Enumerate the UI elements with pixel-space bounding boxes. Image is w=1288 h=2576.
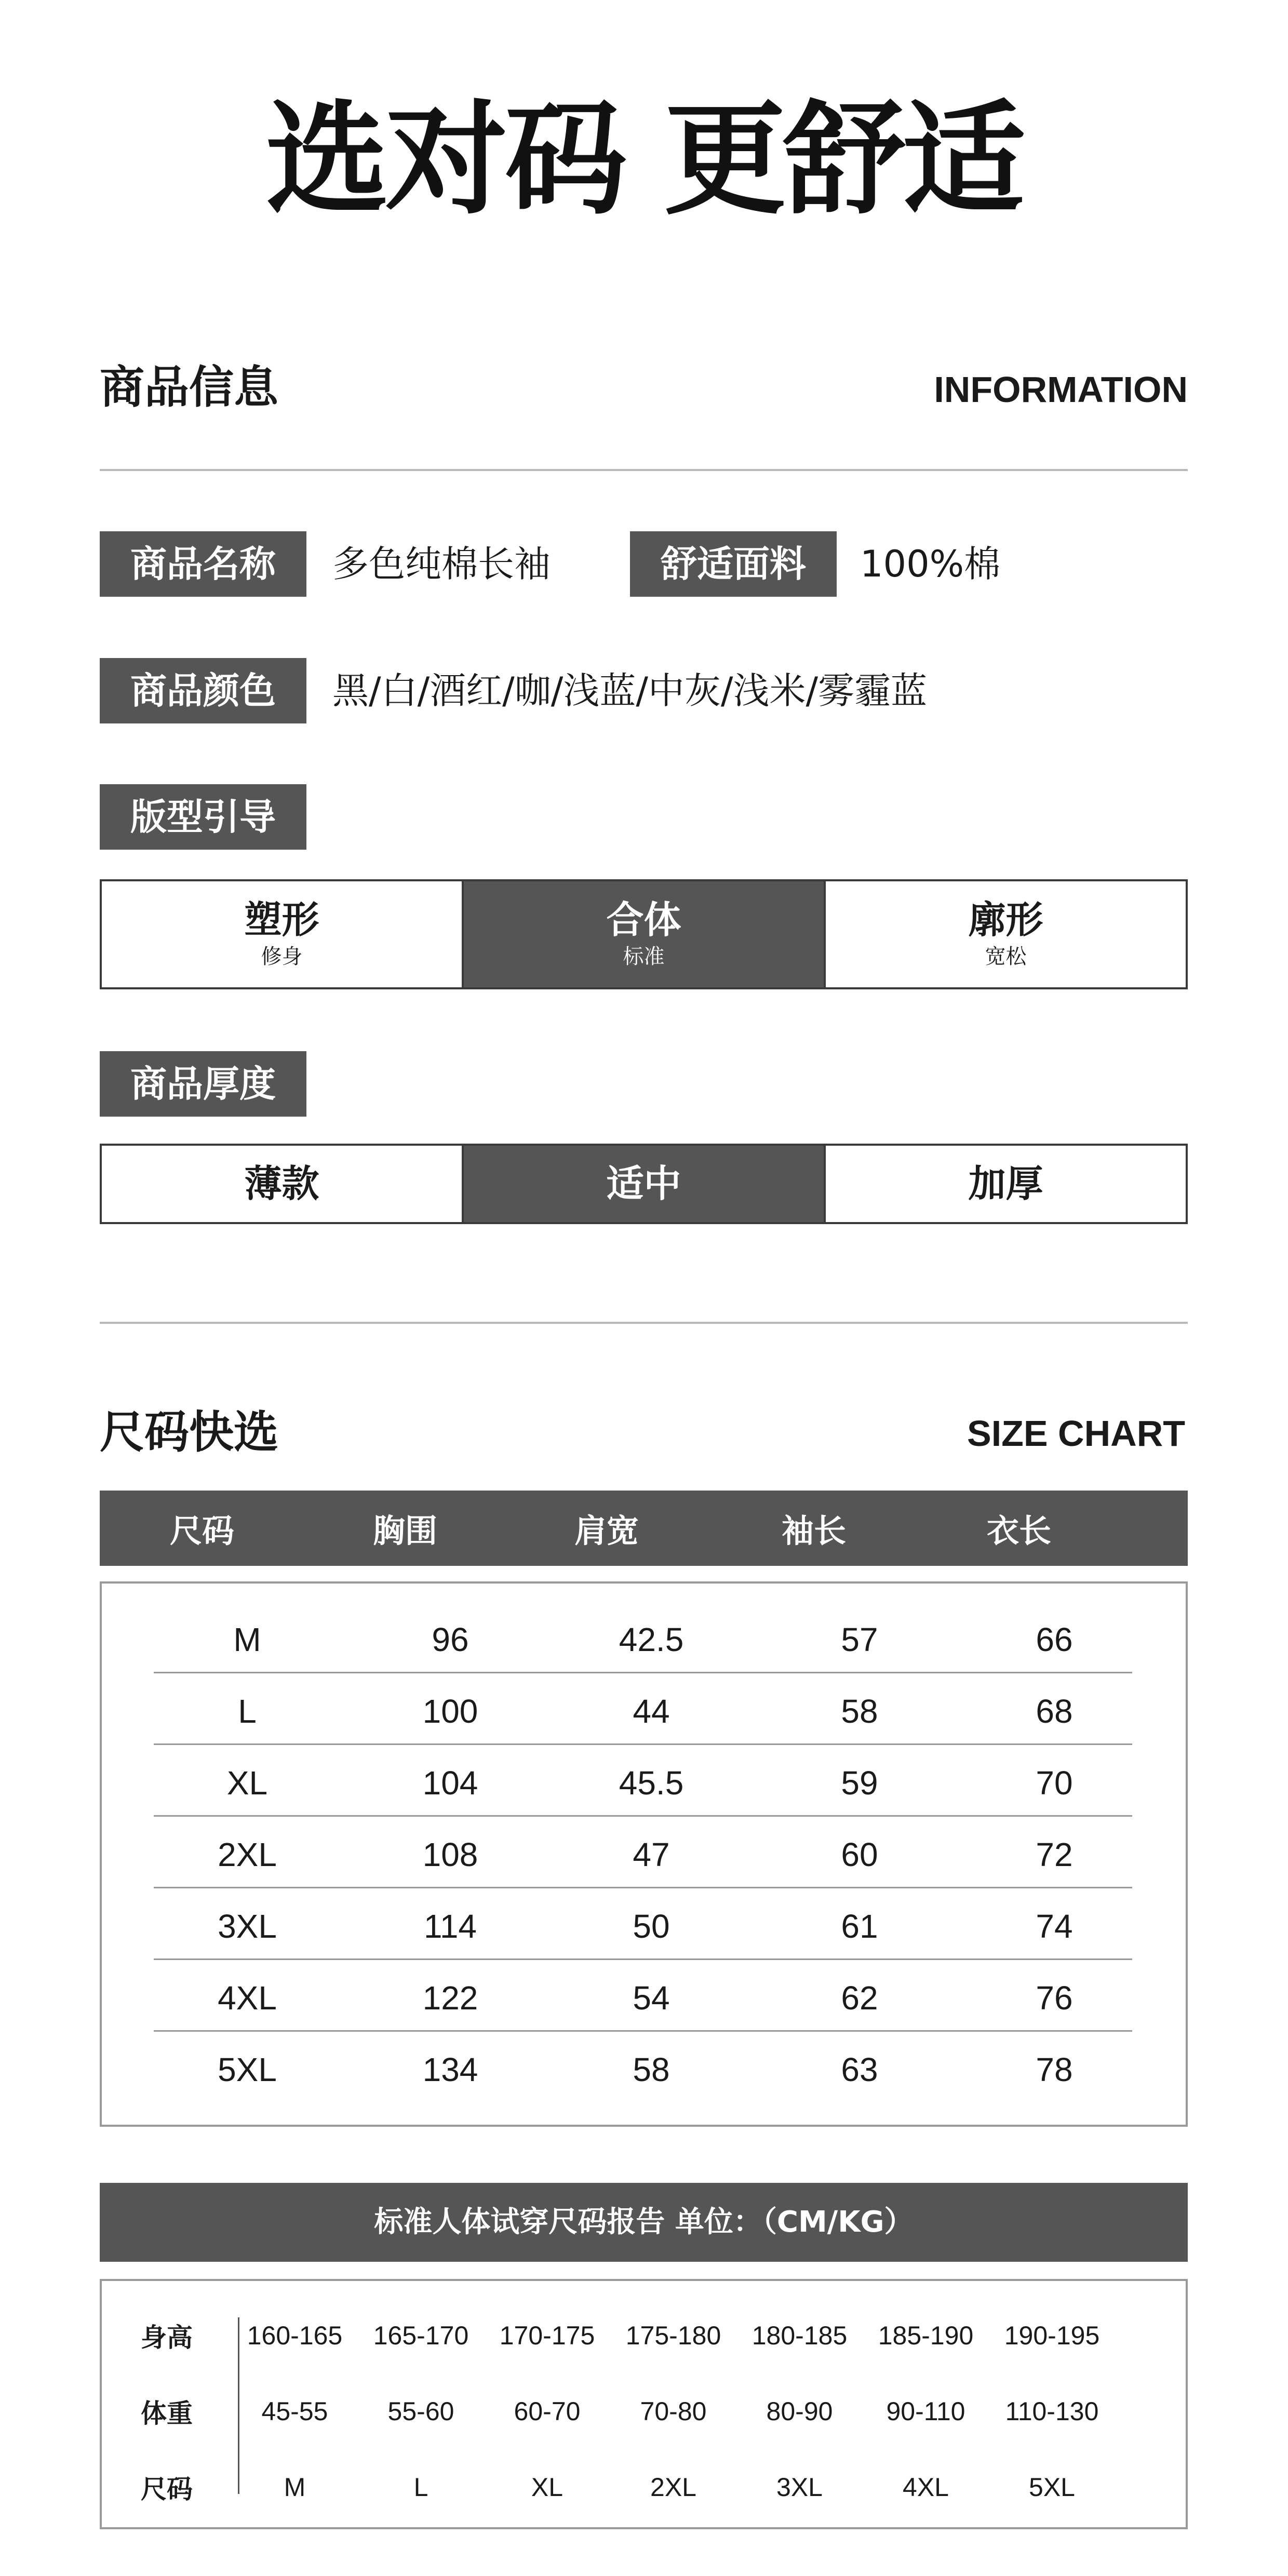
table-cell: 104 [422, 1764, 478, 1802]
table-cell: 42.5 [619, 1621, 684, 1658]
table-cell: 58 [841, 1693, 878, 1730]
table-cell: 4XL [218, 1979, 277, 2017]
table-row [154, 1686, 1132, 1736]
table-cell: 72 [1036, 1836, 1073, 1873]
fit-report-header: 标准人体试穿尺码报告 单位：（CM/KG） [100, 2183, 1188, 2262]
table-cell: 3XL [776, 2473, 823, 2502]
table-cell: 78 [1036, 2051, 1073, 2088]
product-name-value: 多色纯棉长袖 [332, 543, 551, 585]
table-cell: 45.5 [619, 1764, 684, 1802]
table-cell: 66 [1036, 1621, 1073, 1658]
size-header-cell: 胸围 [372, 1512, 437, 1550]
row-divider [154, 2030, 1132, 2032]
size-table [100, 1581, 1188, 2127]
fit-option-sub: 宽松 [985, 944, 1027, 969]
table-cell: XL [531, 2473, 564, 2502]
table-cell: 50 [633, 1908, 670, 1945]
table-cell: L [238, 1693, 257, 1730]
table-cell: 57 [841, 1621, 878, 1658]
table-cell: 61 [841, 1908, 878, 1945]
table-cell: 45-55 [261, 2397, 328, 2426]
thickness-option-text: 加厚 [968, 1161, 1043, 1205]
table-cell: M [284, 2473, 306, 2502]
table-cell: 110-130 [1005, 2397, 1099, 2426]
table-row [102, 2459, 1286, 2516]
thickness-option-medium-selected [464, 1146, 826, 1222]
row-divider [154, 1743, 1132, 1745]
table-cell: 63 [841, 2051, 878, 2088]
table-cell: 175-180 [625, 2321, 721, 2350]
table-cell: 122 [422, 1979, 478, 2017]
table-cell: 190-195 [1004, 2321, 1100, 2350]
table-cell: 185-190 [878, 2321, 974, 2350]
table-row [102, 2307, 1286, 2364]
table-cell: 60-70 [514, 2397, 581, 2426]
fit-option-main: 合体 [606, 898, 681, 942]
fit-option-main: 塑形 [244, 898, 319, 942]
product-name-label: 商品名称 [100, 531, 306, 597]
table-cell: 108 [422, 1836, 478, 1873]
table-cell: 44 [633, 1693, 670, 1730]
table-row [154, 1758, 1132, 1808]
info-section-title-en: INFORMATION [934, 369, 1188, 410]
hero-title: 选对码 更舒适 [265, 88, 1023, 231]
table-cell: 4XL [903, 2473, 949, 2502]
table-cell: 76 [1036, 1979, 1073, 2017]
table-cell: 2XL [650, 2473, 696, 2502]
table-cell: 5XL [1029, 2473, 1075, 2502]
fabric-label: 舒适面料 [630, 531, 837, 597]
table-cell: 62 [841, 1979, 878, 2017]
table-cell: 5XL [218, 2051, 277, 2088]
fit-option-regular-selected [464, 881, 826, 987]
size-table-header [100, 1491, 1188, 1566]
thickness-scale [100, 1144, 1188, 1224]
table-cell: 58 [633, 2051, 670, 2088]
row-divider [154, 1958, 1132, 1960]
table-cell: 68 [1036, 1693, 1073, 1730]
table-cell: 47 [633, 1836, 670, 1873]
table-cell: 54 [633, 1979, 670, 2017]
fit-option-sub: 标准 [623, 944, 665, 969]
table-row [154, 1973, 1132, 2023]
size-header-cell: 衣长 [986, 1512, 1051, 1550]
size-header-cell: 肩宽 [574, 1512, 639, 1550]
product-color-value: 黑/白/酒红/咖/浅蓝/中灰/浅米/雾霾蓝 [332, 669, 928, 712]
table-row [154, 1615, 1132, 1665]
fit-option-loose [826, 881, 1186, 987]
fit-guide-label: 版型引导 [100, 784, 306, 850]
table-cell: 134 [422, 2051, 478, 2088]
table-cell: 170-175 [499, 2321, 595, 2350]
table-cell: L [413, 2473, 428, 2502]
table-row [154, 1830, 1132, 1880]
thickness-option-thin [102, 1146, 464, 1222]
thickness-option-thick [826, 1146, 1186, 1222]
table-cell: 74 [1036, 1908, 1073, 1945]
row-divider [154, 1672, 1132, 1673]
fit-option-main: 廓形 [968, 898, 1043, 942]
fit-report-table [100, 2279, 1188, 2529]
table-cell: 59 [841, 1764, 878, 1802]
table-cell: 165-170 [373, 2321, 469, 2350]
row-label: 尺码 [141, 2474, 193, 2504]
table-cell: M [233, 1621, 261, 1658]
section-divider [100, 1322, 1188, 1324]
table-row [154, 2045, 1132, 2095]
info-divider [100, 469, 1188, 471]
table-cell: 100 [422, 1693, 478, 1730]
fit-option-sub: 修身 [261, 944, 303, 969]
size-chart-title: 尺码快选 [100, 1406, 278, 1458]
fit-scale [100, 879, 1188, 989]
size-chart-title-en: SIZE CHART [967, 1413, 1185, 1454]
product-color-label: 商品颜色 [100, 658, 306, 723]
row-label: 身高 [141, 2323, 193, 2353]
size-header-cell: 尺码 [169, 1512, 234, 1550]
size-header-cell: 袖长 [781, 1512, 846, 1550]
table-cell: 70-80 [640, 2397, 707, 2426]
table-cell: 114 [423, 1908, 477, 1945]
table-cell: 3XL [218, 1908, 277, 1945]
thickness-option-text: 薄款 [244, 1161, 319, 1205]
fit-option-slim [102, 881, 464, 987]
table-cell: 90-110 [886, 2397, 965, 2426]
table-cell: 180-185 [752, 2321, 848, 2350]
table-cell: 70 [1036, 1764, 1073, 1802]
fabric-value: 100%棉 [860, 543, 1001, 585]
thickness-label: 商品厚度 [100, 1051, 306, 1117]
table-row [102, 2383, 1286, 2440]
table-cell: 96 [432, 1621, 469, 1658]
row-label: 体重 [141, 2398, 193, 2429]
row-divider [154, 1815, 1132, 1817]
table-cell: 80-90 [766, 2397, 833, 2426]
table-row [154, 1901, 1132, 1951]
row-divider [154, 1887, 1132, 1888]
info-section-title: 商品信息 [100, 361, 278, 413]
thickness-option-text: 适中 [606, 1161, 681, 1205]
table-cell: 55-60 [387, 2397, 454, 2426]
table-cell: 2XL [218, 1836, 277, 1873]
table-cell: 160-165 [247, 2321, 343, 2350]
table-cell: XL [226, 1764, 268, 1802]
table-cell: 60 [841, 1836, 878, 1873]
